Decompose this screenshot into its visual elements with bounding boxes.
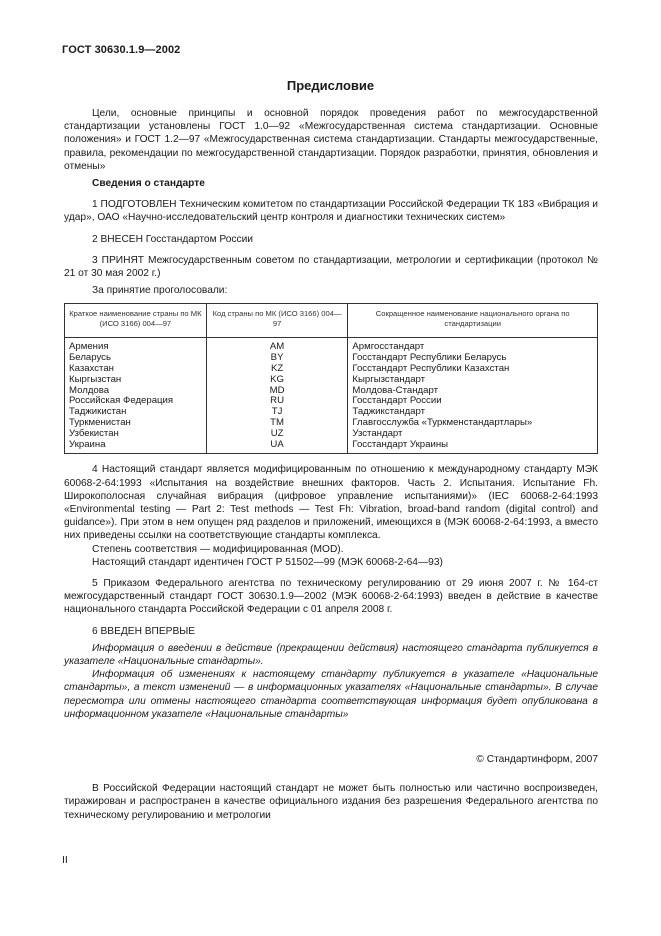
country-name: Кыргызстан — [65, 375, 207, 386]
standards-body: Кыргызстандарт — [348, 375, 598, 386]
country-code: BY — [206, 353, 348, 364]
item-3-adopted: 3 ПРИНЯТ Межгосударственным советом по стандартизации, метрологии и сертификации (протокол № 21 от 30 мая 2002 г.) — [64, 254, 598, 280]
table-row — [65, 396, 598, 407]
voting-table — [64, 303, 598, 454]
standards-body: Молдова-Стандарт — [348, 386, 598, 397]
table-row — [65, 440, 598, 454]
info-introduction: Информация о введении в действие (прекращении действия) настоящего стандарта публикуется в указателе «Национальные стандарты». — [64, 642, 598, 668]
foreword-content — [64, 107, 598, 822]
country-code: AM — [206, 338, 348, 353]
voted-label: За принятие проголосовали: — [92, 285, 228, 297]
standards-body: Армгосстандарт — [348, 338, 598, 353]
item-1-prepared: 1 ПОДГОТОВЛЕН Техническим комитетом по стандартизации Российской Федерации ТК 183 «Вибрация и удар», ОАО «Научно-исследовательский центр контроля и диагностики технических систем» — [64, 199, 598, 224]
country-code: KZ — [206, 364, 348, 375]
copyright: © Стандартинформ, 2007 — [476, 754, 598, 766]
country-code: TM — [206, 418, 348, 429]
standards-body: Главгосслужба «Туркменстандартлары» — [348, 418, 598, 429]
standard-header: ГОСТ 30630.1.9—2002 — [62, 44, 181, 56]
table-row — [65, 375, 598, 386]
table-header-row — [65, 304, 598, 338]
identical-standard: Настоящий стандарт идентичен ГОСТ Р 51502—99 (МЭК 60068-2-64—93) — [92, 556, 443, 568]
country-name: Узбекистан — [65, 429, 207, 440]
table-row — [65, 353, 598, 364]
item-4-modification: 4 Настоящий стандарт является модифицированным по отношению к международному стандарту МЭК 60068-2-64:1993 «Испытания на воздействие внешних факторов. Часть 2. Испытания. Испытание Fh. Широкополосная случайная вибрация (цифровое управление испытаниями)» (IEC 60068-2-64:1993 «Environmental testing — Part 2: Test methods — Test Fh: Vibration, broad-band random (digital control) and guidance»). При этом в нем опущен ряд разделов и приложений, имеющихся в (МЭК 60068-2-64:1993, а вместо них приведены ссылки на соответствующие стандарты комплекса. — [64, 464, 598, 542]
standards-body: Госстандарт России — [348, 396, 598, 407]
item-6-first-introduced: 6 ВВЕДЕН ВПЕРВЫЕ — [92, 625, 196, 637]
country-name: Таджикистан — [65, 407, 207, 418]
standards-body: Узстандарт — [348, 429, 598, 440]
country-code: UA — [206, 440, 348, 454]
standards-body: Госстандарт Республики Беларусь — [348, 353, 598, 364]
header-standards-body: Сокращенное наименование национального органа по стандартизации — [348, 304, 598, 338]
standards-body: Госстандарт Республики Казахстан — [348, 364, 598, 375]
header-country-code: Код страны по МК (ИСО 3166) 004—97 — [206, 304, 348, 338]
info-changes: Информация об изменениях к настоящему стандарту публикуется в указателе «Национальные стандарты», а текст изменений — в информационных указателях «Национальные стандарты». В случае пересмотра или отмены настоящего стандарта соответствующая информация будет опубликована в информационном указателе «Национальные стандарты» — [64, 669, 598, 720]
country-code: MD — [206, 386, 348, 397]
country-name: Армения — [65, 338, 207, 353]
header-country-name: Краткое наименование страны по МК (ИСО 3166) 004—97 — [65, 304, 207, 338]
page-title: Предисловие — [286, 78, 375, 93]
table-row — [65, 429, 598, 440]
country-code: RU — [206, 396, 348, 407]
section-heading: Сведения о стандарте — [92, 178, 205, 190]
country-name: Молдова — [65, 386, 207, 397]
degree-of-correspondence: Степень соответствия — модифицированная (MOD). — [92, 543, 344, 555]
country-code: KG — [206, 375, 348, 386]
country-name: Украина — [65, 440, 207, 454]
standards-body: Таджикстандарт — [348, 407, 598, 418]
item-2-introduced: 2 ВНЕСЕН Госстандартом России — [92, 233, 253, 245]
country-name: Российская Федерация — [65, 396, 207, 407]
country-code: UZ — [206, 429, 348, 440]
reproduction-notice: В Российской Федерации настоящий стандарт не может быть полностью или частично воспроизведен, тиражирован и распространен в качестве официального издания без разрешения Федерального агентства по техническому регулированию и метрологии — [64, 783, 598, 821]
table-row — [65, 418, 598, 429]
intro-paragraph: Цели, основные принципы и основной порядок проведения работ по межгосударственной стандартизации установлены ГОСТ 1.0—92 «Межгосударственная система стандартизации. Основные положения» и ГОСТ 1.2—97 «Межгосударственная система стандартизации. Стандарты межгосударственные, правила, рекомендации по межгосударственной стандартизации. Порядок разработки, принятия, обновления и отмены» — [64, 108, 598, 172]
country-name: Туркменистан — [65, 418, 207, 429]
country-name: Беларусь — [65, 353, 207, 364]
table-row — [65, 364, 598, 375]
item-5-order: 5 Приказом Федерального агентства по техническому регулированию от 29 июня 2007 г. № 164-ст межгосударственный стандарт ГОСТ 30630.1.9—2002 (МЭК 60068-2-64:1993) введен в действие в качестве национального стандарта Российской Федерации с 01 апреля 2008 г. — [64, 578, 598, 616]
standards-body: Госстандарт Украины — [348, 440, 598, 454]
page-number: II — [62, 854, 68, 866]
table-row — [65, 338, 598, 353]
country-code: TJ — [206, 407, 348, 418]
country-name: Казахстан — [65, 364, 207, 375]
